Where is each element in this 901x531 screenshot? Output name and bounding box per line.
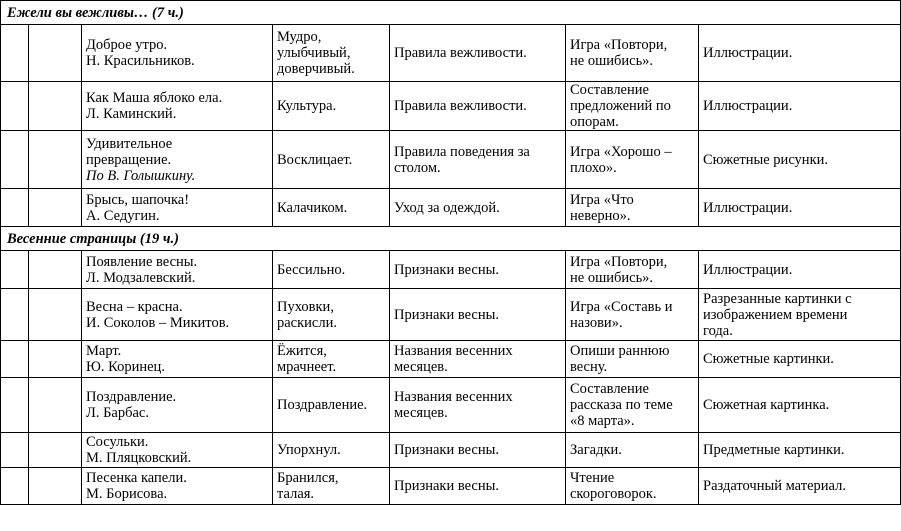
work-text-line: Л. Модзалевский. — [86, 269, 196, 286]
game-text-line: Составление — [570, 381, 649, 397]
theme-cell — [390, 378, 566, 433]
words-cell — [273, 25, 390, 82]
theme-text-line: месяцев. — [394, 405, 448, 421]
table-row — [1, 289, 901, 341]
number-cell — [1, 82, 29, 131]
game-text-line: скороговорок. — [570, 486, 657, 502]
number-cell — [1, 341, 29, 378]
theme-text-line: Названия весенних — [394, 343, 513, 359]
game-text-line: Игра «Хорошо – — [570, 143, 672, 160]
visual-text-line: Иллюстрации. — [703, 45, 793, 61]
visual-text-line: изображением времени — [703, 306, 848, 323]
work-text-line: Брысь, шапочка! — [86, 191, 190, 208]
words-text-line: раскисли. — [277, 314, 337, 331]
game-text-line: Игра «Повтори, — [570, 37, 668, 53]
theme-text-line: Правила поведения за — [394, 143, 530, 160]
words-cell — [273, 82, 390, 131]
words-text-line: Поздравление. — [277, 397, 368, 413]
words-cell — [273, 378, 390, 433]
work-cell — [82, 82, 273, 131]
number-cell — [1, 25, 29, 82]
table-row — [1, 25, 901, 82]
number-cell — [1, 468, 29, 505]
date-cell — [29, 468, 82, 505]
visual-text-line: Раздаточный материал. — [703, 478, 846, 494]
work-cell — [82, 25, 273, 82]
work-text-line: Весна – красна. — [86, 298, 183, 315]
words-cell — [273, 341, 390, 378]
game-text-line: рассказа по теме — [570, 397, 673, 413]
game-cell — [566, 289, 699, 341]
work-text-line: Поздравление. — [86, 389, 177, 405]
theme-text-line: Правила вежливости. — [394, 98, 527, 114]
game-text-line: весну. — [570, 359, 608, 375]
work-text-line: Л. Каминский. — [86, 106, 177, 122]
table-row — [1, 468, 901, 505]
visual-cell — [699, 468, 901, 505]
theme-text-line: Признаки весны. — [394, 478, 499, 494]
game-cell — [566, 433, 699, 468]
work-text-line: Появление весны. — [86, 253, 198, 270]
visual-cell — [699, 341, 901, 378]
game-cell — [566, 82, 699, 131]
work-text-line: Март. — [86, 343, 122, 359]
work-cell — [82, 468, 273, 505]
game-text-line: опорам. — [570, 114, 619, 130]
theme-text-line: Признаки весны. — [394, 306, 499, 323]
theme-text-line: Уход за одеждой. — [394, 199, 500, 216]
visual-text-line: Разрезанные картинки с — [703, 290, 852, 307]
game-text-line: «8 марта». — [570, 413, 635, 429]
theme-text-line: столом. — [394, 159, 441, 176]
words-text-line: Мудро, — [277, 29, 322, 45]
visual-text-line: Иллюстрации. — [703, 98, 793, 114]
date-cell — [29, 131, 82, 189]
table-row — [1, 131, 901, 189]
table-row — [1, 82, 901, 131]
theme-cell — [390, 82, 566, 131]
theme-cell — [390, 289, 566, 341]
work-cell — [82, 189, 273, 227]
work-text-line: превращение. — [86, 151, 172, 168]
game-cell — [566, 468, 699, 505]
visual-text-line: года. — [703, 322, 733, 339]
table-row — [1, 251, 901, 289]
table-row — [1, 341, 901, 378]
table-row — [1, 378, 901, 433]
work-text-line: Песенка капели. — [86, 470, 187, 486]
theme-cell — [390, 251, 566, 289]
theme-cell — [390, 25, 566, 82]
work-cell — [82, 378, 273, 433]
date-cell — [29, 341, 82, 378]
work-text-line: Л. Барбас. — [86, 405, 149, 421]
words-cell — [273, 131, 390, 189]
words-text-line: улыбчивый, — [277, 45, 351, 61]
section-header — [1, 227, 901, 251]
theme-text-line: Признаки весны. — [394, 442, 499, 458]
theme-cell — [390, 433, 566, 468]
game-text-line: не ошибись». — [570, 269, 654, 286]
words-text-line: Калачиком. — [277, 199, 348, 216]
work-text-line: Н. Красильников. — [86, 53, 195, 69]
work-cell — [82, 131, 273, 189]
theme-text-line: месяцев. — [394, 359, 448, 375]
visual-cell — [699, 25, 901, 82]
work-text-line: Сосульки. — [86, 434, 149, 450]
section-title: Ежели вы вежливы… (7 ч.) — [1, 1, 901, 25]
theme-text-line: Названия весенних — [394, 389, 513, 405]
game-cell — [566, 131, 699, 189]
number-cell — [1, 378, 29, 433]
table-body — [1, 1, 901, 505]
work-text-line: По В. Голышкину. — [86, 167, 196, 184]
visual-cell — [699, 433, 901, 468]
words-text-line: Пуховки, — [277, 298, 334, 315]
theme-text-line: Правила вежливости. — [394, 45, 527, 61]
game-text-line: Загадки. — [570, 442, 622, 458]
words-text-line: мрачнеет. — [277, 359, 337, 375]
visual-cell — [699, 189, 901, 227]
words-cell — [273, 433, 390, 468]
work-text-line: А. Седугин. — [86, 207, 160, 224]
words-text-line: Бессильно. — [277, 261, 346, 278]
theme-cell — [390, 468, 566, 505]
game-cell — [566, 341, 699, 378]
game-text-line: не ошибись». — [570, 53, 654, 69]
date-cell — [29, 378, 82, 433]
game-cell — [566, 189, 699, 227]
date-cell — [29, 25, 82, 82]
date-cell — [29, 189, 82, 227]
visual-text-line: Сюжетная картинка. — [703, 397, 830, 413]
number-cell — [1, 131, 29, 189]
work-cell — [82, 251, 273, 289]
work-text-line: И. Соколов – Микитов. — [86, 314, 230, 331]
words-text-line: талая. — [277, 486, 315, 502]
date-cell — [29, 251, 82, 289]
visual-text-line: Сюжетные картинки. — [703, 351, 834, 367]
words-text-line: Культура. — [277, 98, 337, 114]
visual-cell — [699, 378, 901, 433]
game-text-line: неверно». — [570, 207, 631, 224]
words-cell — [273, 289, 390, 341]
game-text-line: Игра «Составь и — [570, 298, 673, 315]
work-cell — [82, 289, 273, 341]
words-cell — [273, 251, 390, 289]
visual-text-line: Предметные картинки. — [703, 442, 845, 458]
game-cell — [566, 251, 699, 289]
table-row — [1, 189, 901, 227]
words-text-line: Упорхнул. — [277, 442, 341, 458]
words-text-line: Восклицает. — [277, 151, 353, 168]
number-cell — [1, 433, 29, 468]
theme-cell — [390, 131, 566, 189]
game-text-line: плохо». — [570, 159, 617, 176]
work-text-line: М. Пляцковский. — [86, 450, 192, 466]
visual-cell — [699, 82, 901, 131]
work-text-line: Ю. Коринец. — [86, 359, 165, 375]
table-row — [1, 433, 901, 468]
work-text-line: Удивительное — [86, 135, 173, 152]
visual-cell — [699, 289, 901, 341]
theme-text-line: Признаки весны. — [394, 261, 499, 278]
number-cell — [1, 189, 29, 227]
words-cell — [273, 189, 390, 227]
words-text-line: Бранился, — [277, 470, 339, 486]
section-title: Весенние страницы (19 ч.) — [1, 227, 901, 251]
game-text-line: назови». — [570, 314, 623, 331]
game-cell — [566, 378, 699, 433]
visual-text-line: Иллюстрации. — [703, 199, 793, 216]
date-cell — [29, 289, 82, 341]
work-text-line: Доброе утро. — [86, 37, 168, 53]
game-text-line: Чтение — [570, 470, 615, 486]
visual-cell — [699, 131, 901, 189]
game-text-line: Игра «Повтори, — [570, 253, 668, 270]
theme-cell — [390, 341, 566, 378]
words-text-line: доверчивый. — [277, 61, 355, 77]
game-text-line: Опиши раннюю — [570, 343, 670, 359]
section-header — [1, 1, 901, 25]
number-cell — [1, 251, 29, 289]
date-cell — [29, 433, 82, 468]
theme-cell — [390, 189, 566, 227]
visual-text-line: Сюжетные рисунки. — [703, 151, 828, 168]
visual-text-line: Иллюстрации. — [703, 261, 793, 278]
work-cell — [82, 433, 273, 468]
work-cell — [82, 341, 273, 378]
words-cell — [273, 468, 390, 505]
game-cell — [566, 25, 699, 82]
game-text-line: предложений по — [570, 98, 671, 114]
game-text-line: Игра «Что — [570, 191, 634, 208]
work-text-line: Как Маша яблоко ела. — [86, 90, 223, 106]
words-text-line: Ёжится, — [277, 343, 327, 359]
work-text-line: М. Борисова. — [86, 486, 168, 502]
game-text-line: Составление — [570, 82, 649, 98]
number-cell — [1, 289, 29, 341]
visual-cell — [699, 251, 901, 289]
date-cell — [29, 82, 82, 131]
